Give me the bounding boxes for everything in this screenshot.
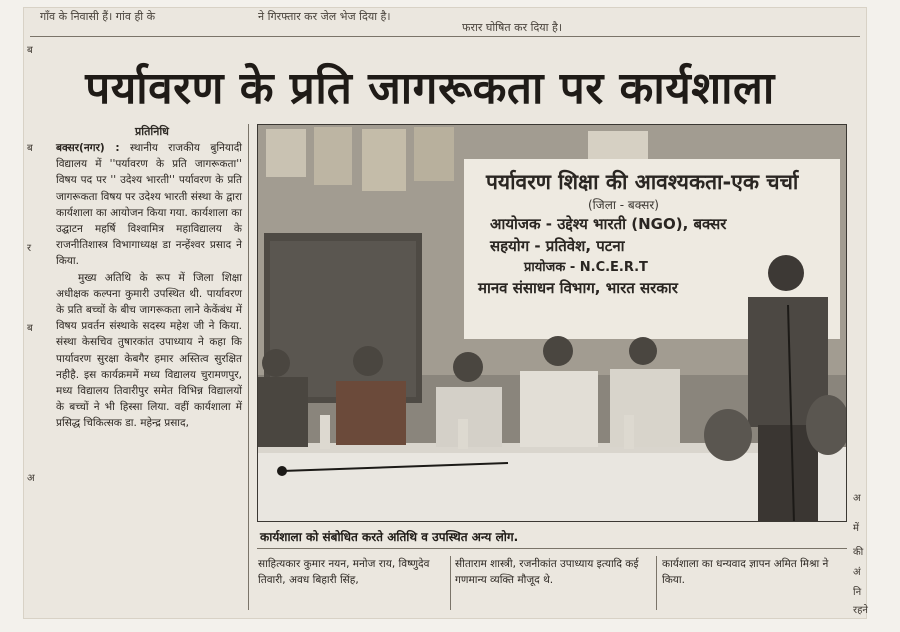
- body-paragraph-2: मुख्य अतिथि के रूप में जिला शिक्षा अधीक्षक कल्पना कुमारी उपस्थित थी. पार्यावरण के प्रति बच्चों के बीच जागरूकता लाने केकेंबंध में विषय प्रवर्तन संस्थाके सदस्य महेश जी ने किया. संस्था केसचिव तुषारकांत उपाध्याय ने कहा कि पार्यावरण सुरक्षा केबगैर हमार अस्तित्व सुरक्षित नहीहै. इस कार्यक्रममें मध्य विद्यालय चुरामणपुर, मध्य विद्यालय तिवारीपुर समेत विभिन्न विद्यालयों के बच्चों ने भी हिस्सा लिया. वहीं कार्यशाला में प्रसिद्ध चिकित्सक डा. महेन्द्र प्रसाद,: [56, 271, 242, 430]
- column-divider-bottom-1: [450, 556, 451, 610]
- banner-line-5: प्रायोजक - N.C.E.R.T: [524, 260, 648, 275]
- banner-line-4: सहयोग - प्रतिवेश, पटना: [490, 237, 625, 255]
- paragraph-1-text: स्थानीय राजकीय बुनियादी विद्यालय में ''पर्यावरण के प्रति जागरूकता'' विषय पद पर '' उदेश्य भारती'' पर्यावरण के प्रति जागरूकता विषय पर उदेश्य भारती संस्था के द्वारा कार्यशाला का आयोजन किया गया. कार्यशाला का उद्घाटन महर्षि विश्वामित्र महाविद्यालय के राजनीतिशास्त्र विभागाध्यक्ष डा नन्हेंश्वर प्रसाद ने किया.: [56, 142, 242, 268]
- photo-illustration: [258, 125, 847, 522]
- byline: प्रतिनिधि: [135, 125, 169, 138]
- bottom-column-3: कार्यशाला का धन्यवाद ज्ञापन अमित मिश्रा ने किया.: [662, 558, 829, 586]
- banner-line-2: (जिला - बक्सर): [588, 198, 659, 212]
- edge-fragment-right-2: में: [853, 523, 859, 534]
- edge-fragment-right-5: नि: [853, 587, 862, 598]
- caption-rule: [257, 548, 847, 549]
- edge-fragment-left-2: ब: [27, 143, 33, 154]
- dateline: बक्सर(नगर) :: [56, 142, 120, 154]
- banner-line-6: मानव संसाधन विभाग, भारत सरकार: [478, 279, 678, 297]
- article-body-left-column: [56, 140, 242, 432]
- top-rule: [30, 36, 860, 37]
- banner-line-3: आयोजक - उद्देश्य भारती (NGO), बक्सर: [490, 215, 727, 233]
- column-divider-left: [248, 124, 249, 610]
- neighbor-text-top-mid: ने गिरफ्तार कर जेल भेज दिया है।: [258, 10, 391, 23]
- column-divider-bottom-2: [656, 556, 657, 610]
- edge-fragment-left-1: ब: [27, 45, 33, 56]
- edge-fragment-right-1: अ: [853, 493, 861, 504]
- edge-fragment-right-4: अं: [853, 567, 861, 578]
- neighbor-text-top-right: फरार घोषित कर दिया है।: [462, 21, 563, 34]
- edge-fragment-right-6: रहने: [853, 605, 868, 616]
- photo-caption: कार्यशाला को संबोधित करते अतिथि व उपस्थित अन्य लोग.: [260, 530, 519, 544]
- body-paragraph-1: [56, 140, 242, 270]
- edge-fragment-left-3: र: [27, 243, 32, 254]
- neighbor-text-top-left: गाँव के निवासी हैं। गांव ही के: [40, 10, 156, 23]
- bottom-column-1: साहित्यकार कुमार नयन, मनोज राय, विष्णुदेव तिवारी, अवध बिहारी सिंह,: [258, 558, 430, 586]
- article-headline: पर्यावरण के प्रति जागरूकता पर कार्यशाला: [85, 63, 775, 114]
- edge-fragment-left-4: ब: [27, 323, 33, 334]
- edge-fragment-left-5: अ: [27, 473, 35, 484]
- banner-line-1: पर्यावरण शिक्षा की आवश्यकता-एक चर्चा: [486, 170, 799, 194]
- edge-fragment-right-3: की: [853, 547, 864, 558]
- article-photo: [257, 124, 847, 522]
- bottom-column-2: सीताराम शास्त्री, रजनीकांत उपाध्याय इत्यादि कई गणमान्य व्यक्ति मौजूद थे.: [455, 558, 639, 586]
